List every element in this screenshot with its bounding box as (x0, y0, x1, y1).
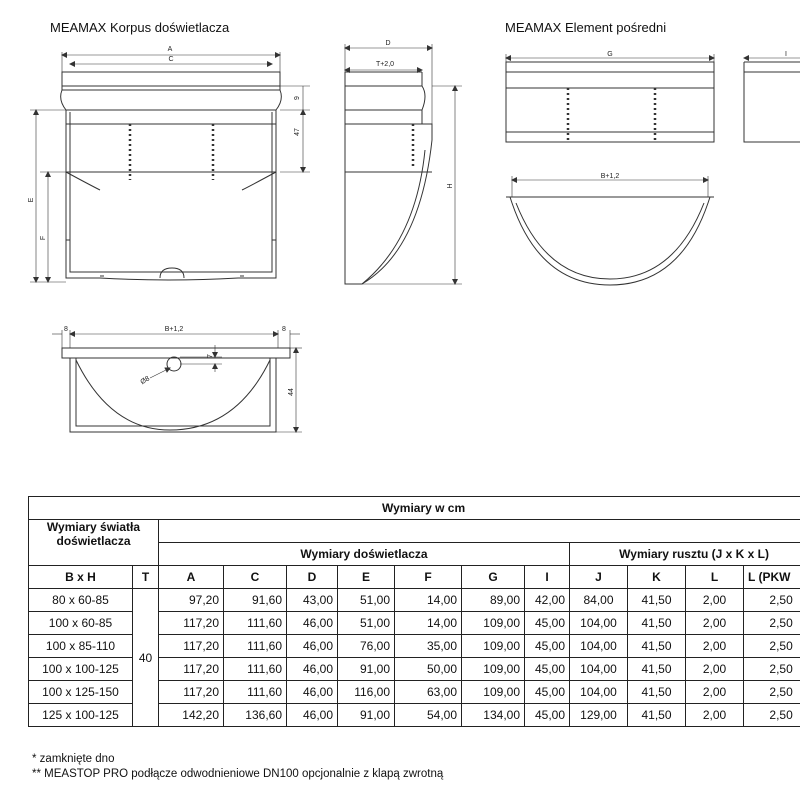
cell: 104,00 (570, 681, 628, 704)
cell: 2,00 (686, 658, 744, 681)
skylight-dimensions-header: Wymiary doświetlacza (159, 543, 570, 566)
cell: 109,00 (462, 658, 525, 681)
col-header: E (338, 566, 395, 589)
cell-bh: 80 x 60-85 (29, 589, 133, 612)
element-dimensions (506, 54, 800, 62)
label-8-right: 8 (282, 326, 286, 333)
label-9: 9 (294, 96, 301, 100)
label-C: C (168, 56, 174, 63)
label-T2: T+2,0 (375, 61, 395, 68)
cell: 2,50 (744, 612, 800, 635)
dimensions-table (28, 496, 800, 727)
element-front-view (506, 62, 800, 142)
col-header: B x H (29, 566, 133, 589)
header-spacer (159, 520, 800, 543)
label-H: H (447, 183, 454, 189)
label-8-left: 8 (64, 326, 68, 333)
cell: 46,00 (287, 704, 338, 727)
cell: 51,00 (338, 612, 395, 635)
cell: 2,00 (686, 681, 744, 704)
label-E: E (28, 197, 35, 203)
cell: 45,00 (525, 658, 570, 681)
cell: 46,00 (287, 612, 338, 635)
cell: 89,00 (462, 589, 525, 612)
cell: 111,60 (224, 635, 287, 658)
cell: 41,50 (628, 658, 686, 681)
cell: 111,60 (224, 612, 287, 635)
cell: 117,20 (159, 612, 224, 635)
label-44: 44 (288, 388, 295, 396)
korpus-front-view (61, 72, 282, 280)
cell: 134,00 (462, 704, 525, 727)
cell: 46,00 (287, 635, 338, 658)
label-o8: Ø8 (139, 375, 152, 387)
cell: 51,00 (338, 589, 395, 612)
title-element-posredni: MEAMAX Element pośredni (505, 20, 667, 35)
cell-bh: 100 x 100-125 (29, 658, 133, 681)
cell: 2,50 (744, 589, 800, 612)
col-header: G (462, 566, 525, 589)
cell: 45,00 (525, 635, 570, 658)
cell: 50,00 (395, 658, 462, 681)
cell: 42,00 (525, 589, 570, 612)
korpus-bottom-dimensions (52, 330, 302, 432)
cell: 14,00 (395, 612, 462, 635)
korpus-side-dimensions (345, 44, 462, 284)
cell: 109,00 (462, 635, 525, 658)
cell: 104,00 (570, 635, 628, 658)
footnote-closed-bottom: * zamknięte dno (32, 753, 115, 765)
cell: 41,50 (628, 589, 686, 612)
cell: 2,50 (744, 635, 800, 658)
cell: 117,20 (159, 681, 224, 704)
label-D: D (385, 40, 391, 47)
label-b12-bottom: B+1,2 (164, 326, 184, 333)
label-G: G (607, 51, 613, 58)
col-header: L (686, 566, 744, 589)
col-header: D (287, 566, 338, 589)
cell: 45,00 (525, 681, 570, 704)
cell: 41,50 (628, 635, 686, 658)
cell: 117,20 (159, 635, 224, 658)
element-profile-view (506, 197, 714, 285)
col-header: C (224, 566, 287, 589)
col-header: L (PKW (744, 566, 800, 589)
col-header: A (159, 566, 224, 589)
cell: 104,00 (570, 612, 628, 635)
cell: 91,00 (338, 658, 395, 681)
cell-bh: 100 x 85-110 (29, 635, 133, 658)
cell-bh: 100 x 125-150 (29, 681, 133, 704)
cell: 45,00 (525, 612, 570, 635)
cell: 97,20 (159, 589, 224, 612)
cell-bh: 125 x 100-125 (29, 704, 133, 727)
cell: 2,00 (686, 635, 744, 658)
grate-dimensions-header: Wymiary rusztu (J x K x L) (570, 543, 800, 566)
cell: 41,50 (628, 704, 686, 727)
cell: 91,60 (224, 589, 287, 612)
cell: 2,00 (686, 612, 744, 635)
col-header: F (395, 566, 462, 589)
cell: 46,00 (287, 681, 338, 704)
cell: 104,00 (570, 658, 628, 681)
korpus-side-view (345, 72, 432, 284)
title-korpus: MEAMAX Korpus doświetlacza (50, 20, 230, 35)
cell: 54,00 (395, 704, 462, 727)
cell: 45,00 (525, 704, 570, 727)
label-7: 7 (207, 354, 214, 358)
cell-t: 40 (133, 589, 159, 727)
cell: 109,00 (462, 612, 525, 635)
cell: 2,00 (686, 589, 744, 612)
cell: 129,00 (570, 704, 628, 727)
cell: 41,50 (628, 612, 686, 635)
column-header-row (29, 566, 800, 589)
cell-bh: 100 x 60-85 (29, 612, 133, 635)
label-47: 47 (294, 128, 301, 136)
cell: 41,50 (628, 681, 686, 704)
label-b12-top: B+1,2 (600, 173, 620, 180)
table-row (29, 589, 800, 612)
cell: 84,00 (570, 589, 628, 612)
footnote-meastop: ** MEASTOP PRO podłącze odwodnieniowe DN100 opcjonalnie z klapą zwrotną (32, 768, 444, 780)
table-main-title: Wymiary w cm (29, 497, 800, 520)
label-I: I (785, 51, 787, 58)
cell: 14,00 (395, 589, 462, 612)
cell: 2,50 (744, 704, 800, 727)
cell: 111,60 (224, 681, 287, 704)
label-F: F (40, 235, 47, 241)
cell: 117,20 (159, 658, 224, 681)
cell: 35,00 (395, 635, 462, 658)
cell: 43,00 (287, 589, 338, 612)
col-header: I (525, 566, 570, 589)
cell: 109,00 (462, 681, 525, 704)
cell: 116,00 (338, 681, 395, 704)
label-A: A (167, 46, 173, 53)
col-header: K (628, 566, 686, 589)
cell: 136,60 (224, 704, 287, 727)
footnotes (32, 752, 443, 782)
cell: 2,50 (744, 658, 800, 681)
cell: 76,00 (338, 635, 395, 658)
light-dimensions-header: Wymiary światła doświetlacza (29, 520, 159, 566)
cell: 63,00 (395, 681, 462, 704)
cell: 91,00 (338, 704, 395, 727)
cell: 2,50 (744, 681, 800, 704)
cell: 111,60 (224, 658, 287, 681)
cell: 142,20 (159, 704, 224, 727)
cell: 2,00 (686, 704, 744, 727)
korpus-bottom-view (62, 348, 290, 432)
col-header: T (133, 566, 159, 589)
col-header: J (570, 566, 628, 589)
cell: 46,00 (287, 658, 338, 681)
